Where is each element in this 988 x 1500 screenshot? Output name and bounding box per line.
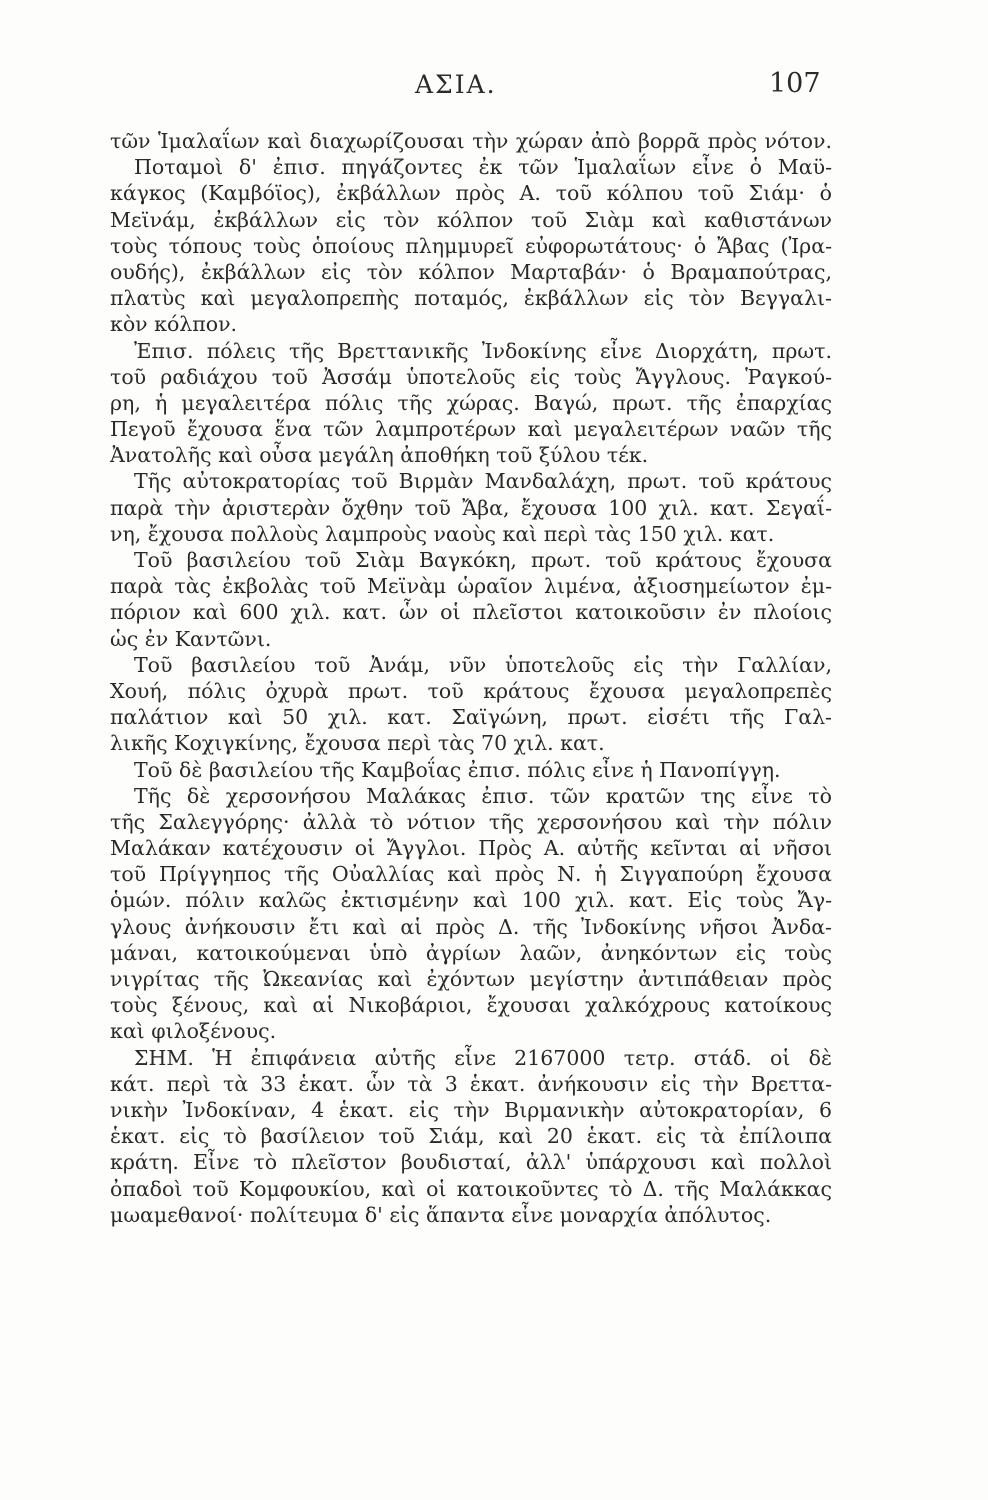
text-line: νιγρίτας τῆς Ὠκεανίας καὶ ἐχόντων μεγίστην ἀντιπάθειαν πρὸς: [110, 967, 832, 991]
text-line: κράτη. Εἶνε τὸ πλεῖστον βουδισταί, ἀλλ' ὑπάρχουσι καὶ πολλοὶ: [110, 1150, 832, 1175]
text-line: κάγκος (Καμβόϊος), ἐκβάλλων πρὸς Α. τοῦ κόλπου τοῦ Σιάμ· ὁ: [110, 181, 832, 206]
text-line: Τοῦ δὲ βασιλείου τῆς Καμβοΐας ἐπισ. πόλις εἶνε ἡ Πανοπίγγη.: [134, 757, 781, 782]
text-line: νη, ἔχουσα πολλοὺς λαμπροὺς ναοὺς καὶ περὶ τὰς 150 χιλ. κατ.: [110, 521, 775, 546]
text-line: ἑκατ. εἰς τὸ βασίλειον τοῦ Σιάμ, καὶ 20 ἑκατ. εἰς τὰ ἐπίλοιπα: [110, 1124, 832, 1149]
page-number: 107: [769, 68, 821, 99]
text-line: Χουή, πόλις ὀχυρὰ πρωτ. τοῦ κράτους ἔχουσα μεγαλοπρεπὲς: [110, 678, 832, 703]
text-line: νικὴν Ἰνδοκίναν, 4 ἑκατ. εἰς τὴν Βιρμανικὴν αὐτοκρατορίαν, 6: [110, 1097, 832, 1122]
text-line: Τῆς δὲ χερσονήσου Μαλάκας ἐπισ. τῶν κρατῶν της εἶνε τὸ: [134, 783, 832, 808]
text-line: τῆς Σαλεγγόρης· ἀλλὰ τὸ νότιον τῆς χερσονήσου καὶ τὴν πόλιν: [110, 809, 832, 834]
text-line: παρὰ τὰς ἐκβολὰς τοῦ Μεϊνὰμ ὡραῖον λιμένα, ἀξιοσημείωτον ἐμ-: [110, 574, 832, 599]
running-title: ΑΣΙΑ.: [415, 70, 497, 99]
text-line: ουδής), ἐκβάλλων εἰς τὸν κόλπον Μαρταβάν· ὁ Βραμαπούτρας,: [110, 259, 832, 284]
text-line: τοὺς τόπους τοὺς ὁποίους πλημμυρεῖ εὐφορωτάτους· ὁ Ἄβας (Ἰρα-: [110, 233, 832, 258]
body-text: [110, 128, 832, 1228]
text-line: ρη, ἡ μεγαλειτέρα πόλις τῆς χώρας. Βαγώ, πρωτ. τῆς ἐπαρχίας: [110, 390, 832, 415]
text-line: καὶ φιλοξένους.: [110, 1019, 277, 1044]
text-line: τοῦ ραδιάχου τοῦ Ἀσσάμ ὑποτελοῦς εἰς τοὺς Ἄγγλους. Ῥαγκού-: [110, 364, 832, 389]
text-line: πόριον καὶ 600 χιλ. κατ. ὧν οἱ πλεῖστοι κατοικοῦσιν ἐν πλοίοις: [110, 600, 832, 625]
text-line: μωαμεθανοί· πολίτευμα δ' εἰς ἅπαντα εἶνε μοναρχία ἀπόλυτος.: [110, 1202, 772, 1227]
text-line: κάτ. περὶ τὰ 33 ἑκατ. ὧν τὰ 3 ἑκατ. ἀνήκουσιν εἰς τὴν Βρεττα-: [110, 1071, 832, 1096]
text-line: τοῦ Πρίγγηπος τῆς Οὐαλλίας καὶ πρὸς Ν. ἡ Σιγγαπούρη ἔχουσα: [110, 862, 832, 887]
text-line: ὀπαδοὶ τοῦ Κομφουκίου, καὶ οἱ κατοικοῦντες τὸ Δ. τῆς Μαλάκκας: [110, 1176, 832, 1201]
page-header: [0, 64, 988, 104]
text-line: τοὺς ξένους, καὶ αἱ Νικοβάριοι, ἔχουσαι χαλκόχρους κατοίκους: [110, 993, 832, 1018]
text-line: Τοῦ βασιλείου τοῦ Σιὰμ Βαγκόκη, πρωτ. τοῦ κράτους ἔχουσα: [134, 548, 832, 572]
text-line: πλατὺς καὶ μεγαλοπρεπὴς ποταμός, ἐκβάλλων εἰς τὸν Βεγγαλι-: [110, 286, 832, 311]
text-line: Μεϊνάμ, ἐκβάλλων εἰς τὸν κόλπον τοῦ Σιὰμ καὶ καθιστάνων: [110, 207, 832, 232]
text-line: Τοῦ βασιλείου τοῦ Ἀνάμ, νῦν ὑποτελοῦς εἰς τὴν Γαλλίαν,: [134, 652, 832, 677]
text-line: Ἀνατολῆς καὶ οὖσα μεγάλη ἀποθήκη τοῦ ξύλου τέκ.: [110, 443, 649, 468]
text-line: ΣΗΜ. Ἡ ἐπιφάνεια αὐτῆς εἶνε 2167000 τετρ. στάδ. οἱ δὲ: [134, 1045, 832, 1070]
text-line: παρὰ τὴν ἀριστερὰν ὄχθην τοῦ Ἄβα, ἔχουσα 100 χιλ. κατ. Σεγαΐ-: [110, 495, 832, 520]
text-line: λικῆς Κοχιγκίνης, ἔχουσα περὶ τὰς 70 χιλ. κατ.: [110, 731, 605, 756]
text-line: Μαλάκαν κατέχουσιν οἱ Ἄγγλοι. Πρὸς Α. αὐτῆς κεῖνται αἱ νῆσοι: [110, 836, 832, 861]
text-line: τῶν Ἱμαλαΐων καὶ διαχωρίζουσαι τὴν χώραν ἀπὸ βορρᾶ πρὸς νότον.: [110, 129, 832, 153]
text-line: Ἐπισ. πόλεις τῆς Βρεττανικῆς Ἰνδοκίνης εἶνε Διορχάτη, πρωτ.: [134, 338, 832, 363]
text-line: ὡς ἐν Καντῶνι.: [110, 626, 272, 651]
text-line: Ποταμοὶ δ' ἐπισ. πηγάζοντες ἐκ τῶν Ἱμαλαΐων εἶνε ὁ Μαϋ-: [134, 155, 832, 180]
text-line: ὁμών. πόλιν καλῶς ἐκτισμένην καὶ 100 χιλ. κατ. Εἰς τοὺς Ἄγ-: [110, 888, 832, 913]
text-line: γλους ἀνήκουσιν ἔτι καὶ αἱ πρὸς Δ. τῆς Ἰνδοκίνης νῆσοι Ἀνδα-: [110, 914, 832, 939]
text-line: Τῆς αὐτοκρατορίας τοῦ Βιρμὰν Μανδαλάχη, πρωτ. τοῦ κράτους: [134, 469, 832, 494]
text-line: Πεγοῦ ἔχουσα ἕνα τῶν λαμπροτέρων καὶ μεγαλειτέρων ναῶν τῆς: [110, 417, 832, 442]
text-line: κὸν κόλπον.: [110, 312, 238, 337]
text-line: μάναι, κατοικούμεναι ὑπὸ ἀγρίων λαῶν, ἀνηκόντων εἰς τοὺς: [110, 940, 832, 965]
text-line: παλάτιον καὶ 50 χιλ. κατ. Σαϊγώνη, πρωτ. εἰσέτι τῆς Γαλ-: [110, 705, 832, 730]
